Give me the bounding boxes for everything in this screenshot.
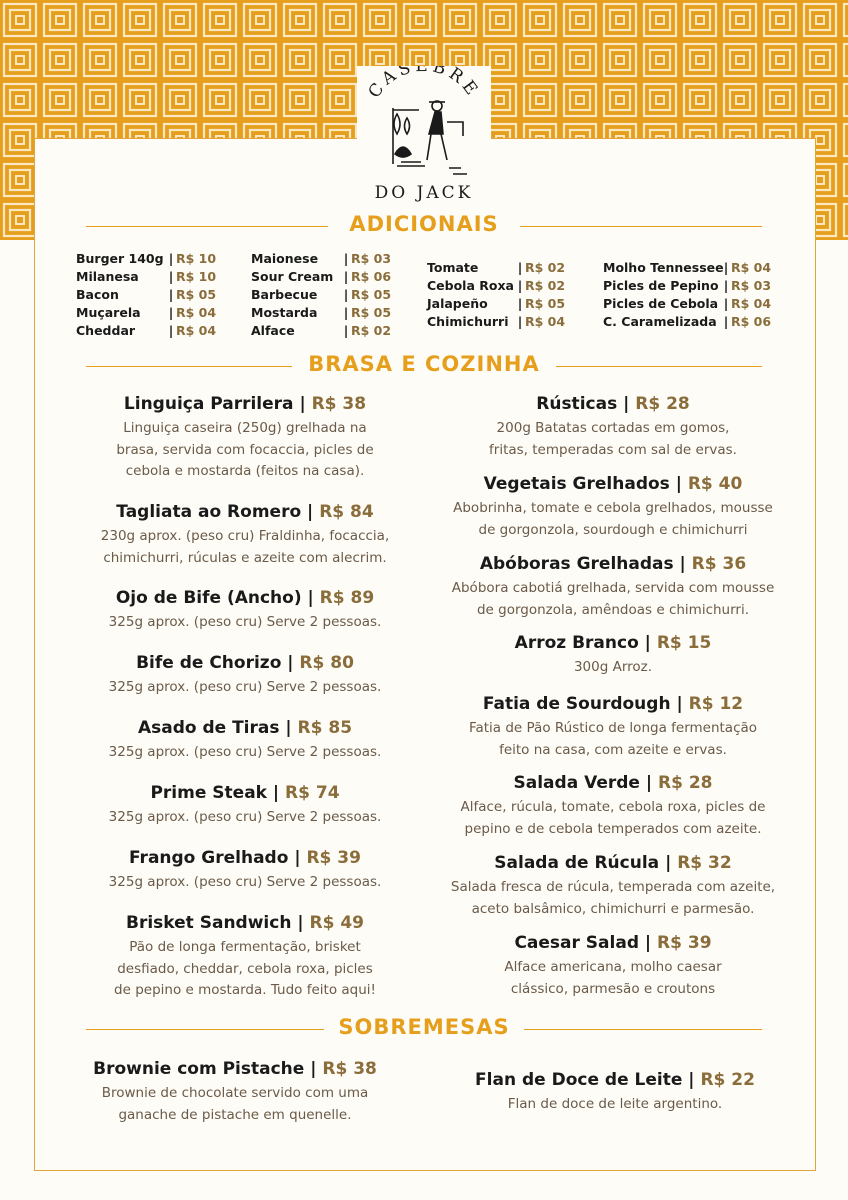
description-line: Fatia de Pão Rústico de longa fermentação <box>468 720 758 736</box>
description-line: clássico, parmesão e croutons <box>510 980 716 997</box>
menu-item-title <box>50 1059 420 1079</box>
menu-item-description <box>418 498 808 541</box>
description-line: fritas, temperadas com sal de ervas. <box>489 441 737 458</box>
menu-item-name: Fatia de Sourdough <box>482 694 671 714</box>
separator: | <box>617 394 636 414</box>
menu-item-name: Abóboras Grelhadas <box>479 554 674 574</box>
description-line: 300g Arroz. <box>573 659 653 675</box>
adicional-name: Maionese <box>251 251 319 266</box>
menu-item-description <box>60 526 430 569</box>
menu-item-title <box>60 502 430 522</box>
adicional-item <box>603 295 771 313</box>
menu-item-title <box>60 848 430 868</box>
menu-item <box>418 554 808 621</box>
separator: | <box>723 314 729 329</box>
menu-item-price: R$ 74 <box>285 783 340 803</box>
description-line: Abobrinha, tomate e cebola grelhados, mousse <box>453 500 773 516</box>
menu-item-description <box>418 957 808 1000</box>
adicional-name: Tomate <box>427 260 479 275</box>
description-line: 325g aprox. (peso cru) Serve 2 pessoas. <box>108 874 382 890</box>
divider-right <box>556 366 762 367</box>
menu-item-name: Brisket Sandwich <box>126 913 292 933</box>
adicional-price: R$ 03 <box>731 278 772 293</box>
description-line: brasa, servida com focaccia, picles de <box>116 441 374 458</box>
logo-text-bottom: DO JACK <box>374 183 474 203</box>
menu-item-description <box>418 657 808 679</box>
separator: | <box>639 933 658 953</box>
separator: | <box>168 323 174 338</box>
separator: | <box>670 694 689 714</box>
adicional-name: Mostarda <box>251 305 318 320</box>
menu-item-description <box>60 872 430 894</box>
adicional-price: R$ 05 <box>351 305 392 320</box>
adicional-name: Chimichurri <box>427 314 509 329</box>
divider-left <box>86 366 292 367</box>
menu-item-description <box>60 612 430 634</box>
adicionais-col-3 <box>427 259 565 331</box>
menu-item-title <box>418 773 808 793</box>
divider-left <box>86 226 328 227</box>
menu-item-title <box>418 554 808 574</box>
separator: | <box>723 260 729 275</box>
separator: | <box>281 653 300 673</box>
menu-item-name: Bife de Chorizo <box>136 653 282 673</box>
menu-item-price: R$ 15 <box>656 633 712 653</box>
separator: | <box>659 853 678 873</box>
description-line: 325g aprox. (peso cru) Serve 2 pessoas. <box>108 744 382 760</box>
adicional-name: Molho Tennessee <box>603 260 724 275</box>
adicional-item <box>603 259 771 277</box>
separator: | <box>343 251 349 266</box>
separator: | <box>266 783 286 803</box>
adicional-name: Picles de Cebola <box>603 296 719 311</box>
menu-item-description <box>60 742 430 764</box>
description-line: 325g aprox. (peso cru) Serve 2 pessoas. <box>108 614 382 630</box>
adicional-price: R$ 04 <box>525 314 566 329</box>
separator: | <box>293 394 312 414</box>
adicional-item <box>251 304 391 322</box>
separator: | <box>723 278 729 293</box>
adicional-price: R$ 05 <box>176 287 217 302</box>
description-line: aceto balsâmico, chimichurri e parmesão. <box>471 900 755 917</box>
adicional-price: R$ 04 <box>176 305 217 320</box>
menu-item-price: R$ 12 <box>688 694 744 714</box>
description-line: pepino e de cebola temperados com azeite. <box>464 820 762 837</box>
description-line: de gorgonzola, amêndoas e chimichurri. <box>476 601 750 618</box>
separator: | <box>669 474 688 494</box>
separator: | <box>638 633 657 653</box>
menu-item <box>418 694 808 761</box>
adicional-price: R$ 04 <box>176 323 217 338</box>
menu-item-title <box>60 718 430 738</box>
menu-item-title <box>418 633 808 653</box>
separator: | <box>288 848 307 868</box>
adicional-price: R$ 02 <box>525 278 566 293</box>
description-line: 200g Batatas cortadas em gomos, <box>496 420 730 436</box>
adicional-item <box>76 304 216 322</box>
adicional-item <box>603 277 771 295</box>
separator: | <box>517 314 523 329</box>
divider-left <box>86 1029 324 1030</box>
description-line: ganache de pistache em quenelle. <box>118 1106 352 1123</box>
menu-item-price: R$ 84 <box>319 502 374 522</box>
adicional-name: Alface <box>251 323 295 338</box>
menu-item-price: R$ 28 <box>635 394 690 414</box>
adicional-name: Cebola Roxa <box>427 278 514 293</box>
description-line: Salada fresca de rúcula, temperada com azeite, <box>450 879 776 895</box>
adicional-price: R$ 04 <box>731 296 772 311</box>
adicional-item <box>76 322 216 340</box>
menu-item-description <box>60 677 430 699</box>
menu-item-price: R$ 39 <box>306 848 361 868</box>
separator: | <box>673 554 692 574</box>
menu-item-description <box>60 937 430 1002</box>
menu-item-title <box>418 394 808 414</box>
description-line: feito na casa, com azeite e ervas. <box>499 741 727 758</box>
menu-item-price: R$ 39 <box>657 933 712 953</box>
description-line: 230g aprox. (peso cru) Fraldinha, focaccia, <box>100 528 390 544</box>
separator: | <box>343 269 349 284</box>
menu-item-title <box>60 394 430 414</box>
menu-item-name: Rústicas <box>536 394 618 414</box>
menu-item-name: Vegetais Grelhados <box>483 474 670 494</box>
menu-item <box>60 718 430 764</box>
menu-item <box>418 933 808 1000</box>
separator: | <box>343 323 349 338</box>
menu-item <box>60 394 430 483</box>
menu-item-name: Asado de Tiras <box>137 718 280 738</box>
description-line: Alface, rúcula, tomate, cebola roxa, picles de <box>460 799 766 815</box>
menu-item-title <box>60 588 430 608</box>
menu-item-price: R$ 80 <box>299 653 354 673</box>
menu-item-description <box>60 807 430 829</box>
menu-item <box>60 653 430 699</box>
menu-item-name: Ojo de Bife (Ancho) <box>115 588 302 608</box>
menu-item-description <box>430 1094 800 1116</box>
menu-item-title <box>60 783 430 803</box>
separator: | <box>723 296 729 311</box>
description-line: Linguiça caseira (250g) grelhada na <box>123 420 367 436</box>
menu-item <box>60 588 430 634</box>
menu-item-name: Brownie com Pistache <box>93 1059 305 1079</box>
menu-item-name: Salada de Rúcula <box>494 853 660 873</box>
adicional-price: R$ 04 <box>731 260 772 275</box>
menu-item <box>60 848 430 894</box>
description-line: Alface americana, molho caesar <box>504 959 722 975</box>
adicional-item <box>251 250 391 268</box>
adicional-item <box>427 277 565 295</box>
adicional-name: Milanesa <box>76 269 139 284</box>
menu-item-description <box>418 718 808 761</box>
separator: | <box>168 269 174 284</box>
adicional-item <box>251 322 391 340</box>
menu-item-name: Frango Grelhado <box>129 848 289 868</box>
menu-item-title <box>418 694 808 714</box>
menu-item-description <box>418 877 808 920</box>
menu-item-description <box>418 797 808 840</box>
menu-item <box>60 913 430 1002</box>
separator: | <box>291 913 310 933</box>
menu-item-title <box>430 1070 800 1090</box>
separator: | <box>517 260 523 275</box>
adicional-item <box>427 295 565 313</box>
adicional-price: R$ 03 <box>351 251 392 266</box>
adicional-name: Bacon <box>76 287 119 302</box>
adicional-name: C. Caramelizada <box>603 314 717 329</box>
adicional-item <box>251 268 391 286</box>
menu-item-title <box>418 853 808 873</box>
menu-item-name: Salada Verde <box>513 773 640 793</box>
menu-item-name: Prime Steak <box>150 783 267 803</box>
adicional-item <box>251 286 391 304</box>
menu-item <box>418 853 808 920</box>
adicional-name: Burger 140g <box>76 251 164 266</box>
menu-item-price: R$ 32 <box>677 853 732 873</box>
separator: | <box>343 305 349 320</box>
adicional-item <box>76 250 216 268</box>
separator: | <box>168 287 174 302</box>
menu-item-description <box>60 418 430 483</box>
adicional-name: Muçarela <box>76 305 141 320</box>
adicional-item <box>76 268 216 286</box>
menu-item-title <box>418 474 808 494</box>
description-line: Flan de doce de leite argentino. <box>507 1096 723 1112</box>
adicional-name: Cheddar <box>76 323 136 338</box>
adicional-item <box>427 259 565 277</box>
menu-item-price: R$ 22 <box>700 1070 755 1090</box>
adicional-price: R$ 02 <box>351 323 392 338</box>
adicionais-col-4 <box>603 259 771 331</box>
menu-item-price: R$ 36 <box>691 554 747 574</box>
adicional-name: Jalapeño <box>427 296 488 311</box>
separator: | <box>639 773 658 793</box>
menu-item-description <box>418 578 808 621</box>
menu-item <box>430 1070 800 1116</box>
separator: | <box>304 1059 323 1079</box>
menu-item <box>418 773 808 840</box>
separator: | <box>682 1070 701 1090</box>
section-title-adicionais: ADICIONAIS <box>349 212 499 236</box>
menu-item-price: R$ 49 <box>309 913 364 933</box>
menu-item-name: Caesar Salad <box>514 933 639 953</box>
description-line: de pepino e mostarda. Tudo feito aqui! <box>114 982 376 998</box>
adicionais-col-2 <box>251 250 391 340</box>
menu-item-name: Flan de Doce de Leite <box>475 1070 683 1090</box>
divider-right <box>524 1029 762 1030</box>
separator: | <box>301 588 320 608</box>
adicional-item <box>427 313 565 331</box>
menu-item-price: R$ 38 <box>311 394 367 414</box>
menu-item-price: R$ 89 <box>319 588 375 608</box>
menu-item <box>50 1059 420 1126</box>
adicional-name: Barbecue <box>251 287 318 302</box>
menu-item-name: Linguiça Parrilera <box>123 394 294 414</box>
description-line: desfiado, cheddar, cebola roxa, picles <box>117 960 373 977</box>
description-line: 325g aprox. (peso cru) Serve 2 pessoas. <box>108 809 382 825</box>
menu-item <box>418 474 808 541</box>
menu-item-price: R$ 85 <box>297 718 353 738</box>
section-title-sobremesas: SOBREMESAS <box>338 1015 510 1039</box>
separator: | <box>168 305 174 320</box>
logo-text-top: CASEBRE <box>364 66 484 103</box>
adicional-item <box>76 286 216 304</box>
separator: | <box>343 287 349 302</box>
menu-item-price: R$ 38 <box>322 1059 377 1079</box>
description-line: Brownie de chocolate servido com uma <box>101 1085 369 1101</box>
adicional-item <box>603 313 771 331</box>
description-line: Abóbora cabotiá grelhada, servida com mousse <box>451 580 775 596</box>
menu-item <box>418 633 808 679</box>
menu-item-price: R$ 28 <box>657 773 713 793</box>
separator: | <box>301 502 320 522</box>
description-line: chimichurri, rúculas e azeite com alecrim. <box>103 549 387 566</box>
logo <box>357 66 491 206</box>
adicional-price: R$ 10 <box>176 251 217 266</box>
divider-right <box>520 226 762 227</box>
menu-item <box>418 394 808 461</box>
adicional-name: Sour Cream <box>251 269 334 284</box>
adicionais-col-1 <box>76 250 216 340</box>
menu-item <box>60 783 430 829</box>
separator: | <box>517 278 523 293</box>
description-line: de gorgonzola, sourdough e chimichurri <box>478 521 748 538</box>
adicional-price: R$ 05 <box>525 296 566 311</box>
svg-text:CASEBRE <box>364 66 483 102</box>
menu-item-description <box>50 1083 420 1126</box>
menu-item-description <box>418 418 808 461</box>
menu-item-price: R$ 40 <box>687 474 743 494</box>
menu-item <box>60 502 430 569</box>
menu-item-title <box>60 913 430 933</box>
adicional-price: R$ 02 <box>525 260 566 275</box>
section-title-brasa: BRASA E COZINHA <box>308 352 540 376</box>
separator: | <box>279 718 298 738</box>
menu-item-name: Tagliata ao Romero <box>116 502 302 522</box>
description-line: 325g aprox. (peso cru) Serve 2 pessoas. <box>108 679 382 695</box>
description-line: Pão de longa fermentação, brisket <box>129 939 361 955</box>
separator: | <box>168 251 174 266</box>
menu-item-title <box>418 933 808 953</box>
menu-item-name: Arroz Branco <box>514 633 639 653</box>
menu-item-title <box>60 653 430 673</box>
adicional-price: R$ 10 <box>176 269 217 284</box>
adicional-price: R$ 06 <box>351 269 392 284</box>
adicional-name: Picles de Pepino <box>603 278 719 293</box>
separator: | <box>517 296 523 311</box>
adicional-price: R$ 06 <box>731 314 772 329</box>
description-line: cebola e mostarda (feitos na casa). <box>125 463 365 479</box>
adicional-price: R$ 05 <box>351 287 392 302</box>
